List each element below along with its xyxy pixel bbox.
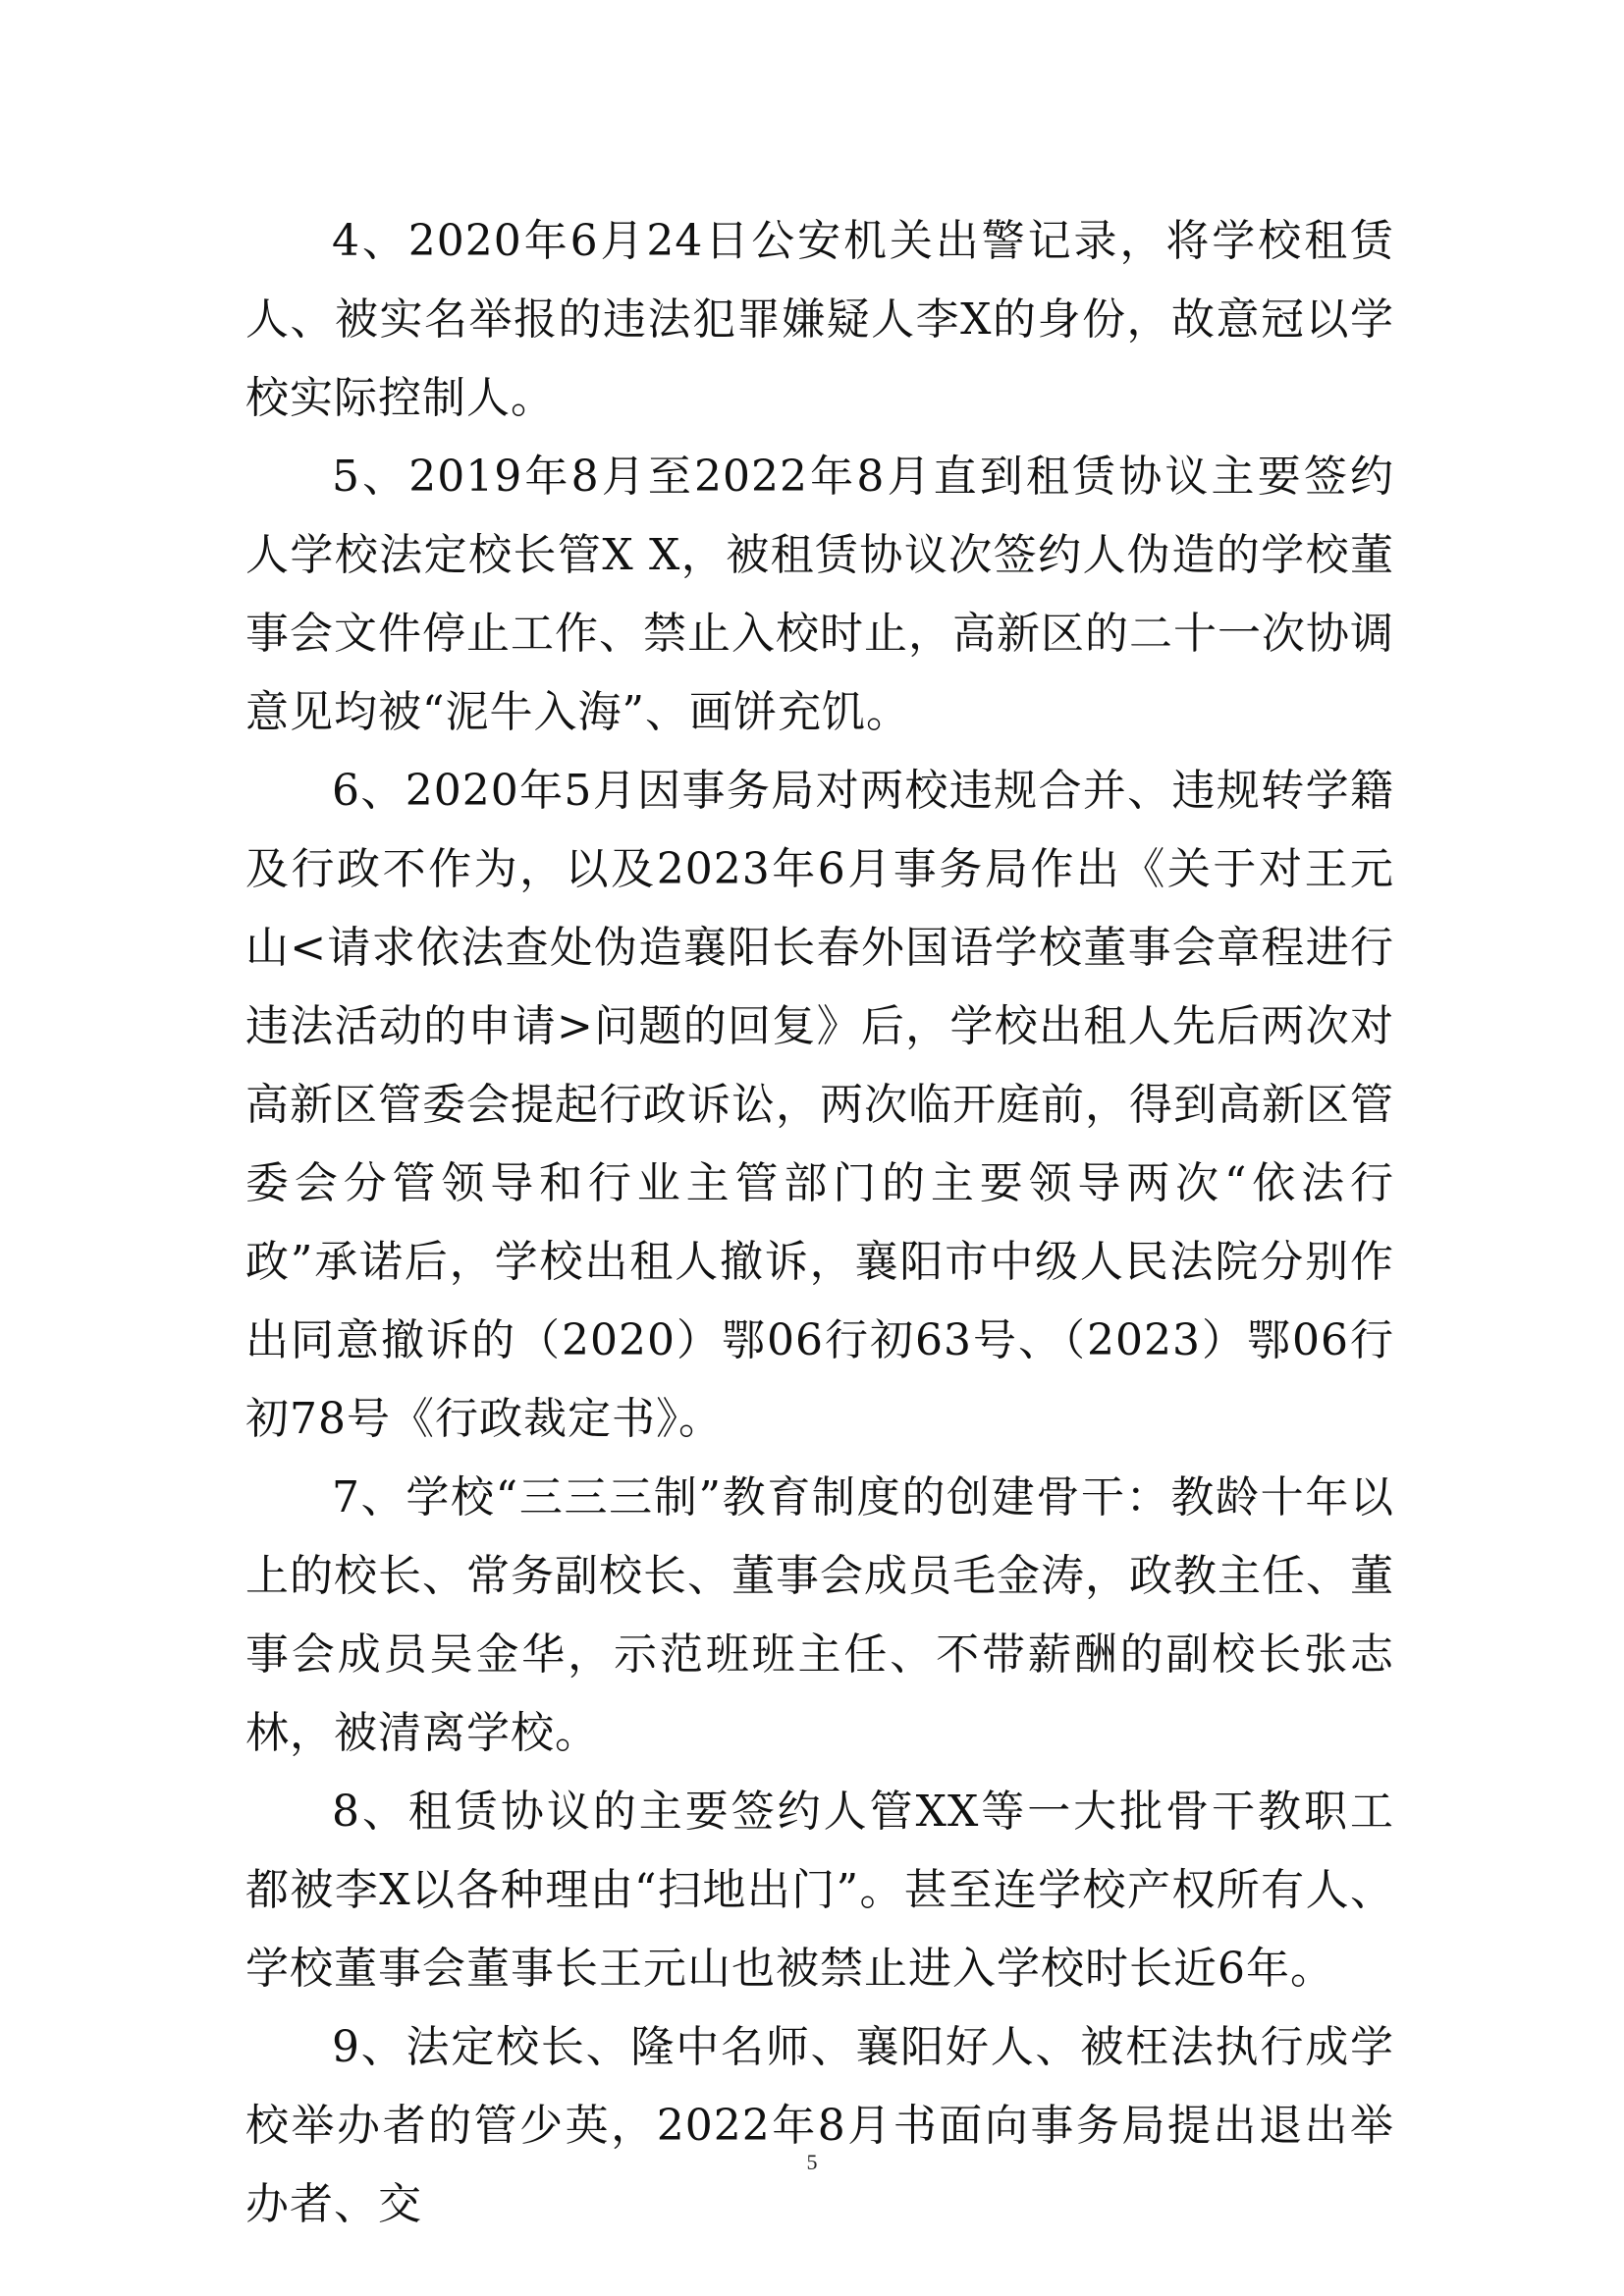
paragraph-item-7: 7、学校“三三三制”教育制度的创建骨干：教龄十年以上的校长、常务副校长、董事会成员毛金涛，政教主任、董事会成员吴金华，示范班班主任、不带薪酬的副校长张志林，被清离学校。: [245, 1472, 1394, 1758]
paragraph-item-6: 6、2020年5月因事务局对两校违规合并、违规转学籍及行政不作为，以及2023年6月事务局作出《关于对王元山<请求依法查处伪造襄阳长春外国语学校董事会章程进行违法活动的申请>问题的回复》后，学校出租人先后两次对高新区管委会提起行政诉讼，两次临开庭前，得到高新区管委会分管领导和行业主管部门的主要领导两次“依法行政”承诺后，学校出租人撤诉，襄阳市中级人民法院分别作出同意撤诉的（2020）鄂06行初63号、（2023）鄂06行初78号《行政裁定书》。: [245, 766, 1394, 1444]
paragraph-item-9: 9、法定校长、隆中名师、襄阳好人、被枉法执行成学校举办者的管少英，2022年8月书面向事务局提出退出举办者、交: [245, 2022, 1394, 2229]
paragraph-item-5: 5、2019年8月至2022年8月直到租赁协议主要签约人学校法定校长管X X，被租赁协议次签约人伪造的学校董事会文件停止工作、禁止入校时止，高新区的二十一次协调意见均被“泥牛入海”、画饼充饥。: [245, 452, 1394, 737]
paragraph-item-4: 4、2020年6月24日公安机关出警记录，将学校租赁人、被实名举报的违法犯罪嫌疑人李X的身份，故意冠以学校实际控制人。: [245, 216, 1394, 423]
document-body: [245, 202, 1394, 2244]
paragraph-item-8: 8、租赁协议的主要签约人管XX等一大批骨干教职工都被李X以各种理由“扫地出门”。甚至连学校产权所有人、学校董事会董事长王元山也被禁止进入学校时长近6年。: [245, 1787, 1394, 1994]
page-number: 5: [806, 2150, 818, 2174]
